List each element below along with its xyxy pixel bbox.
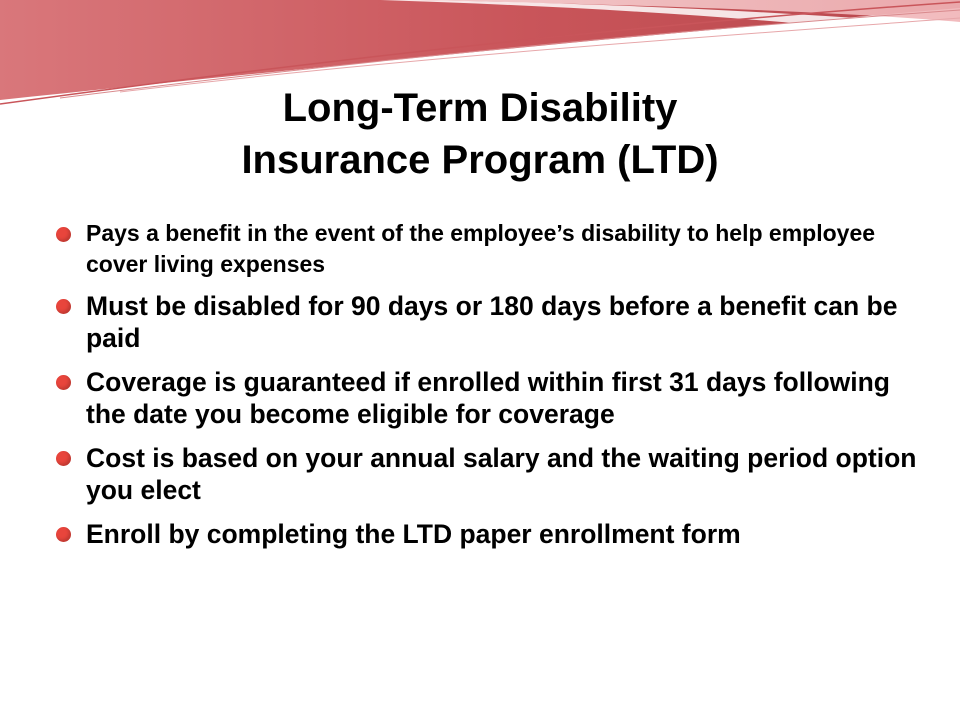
bullet-list bbox=[48, 218, 928, 562]
red-circle-bullet-icon bbox=[56, 527, 71, 542]
red-circle-bullet-icon bbox=[56, 227, 71, 242]
bullet-item bbox=[48, 290, 928, 354]
bullet-text: Enroll by completing the LTD paper enrollment form bbox=[86, 519, 741, 549]
bullet-text: Coverage is guaranteed if enrolled within first 31 days following the date you become eligible for coverage bbox=[86, 367, 890, 429]
title-line-2: Insurance Program (LTD) bbox=[241, 138, 719, 182]
red-circle-bullet-icon bbox=[56, 451, 71, 466]
bullet-text: Must be disabled for 90 days or 180 days before a benefit can be paid bbox=[86, 291, 898, 353]
bullet-text: Cost is based on your annual salary and the waiting period option you elect bbox=[86, 443, 917, 505]
bullet-item bbox=[48, 442, 928, 506]
bullet-text: Pays a benefit in the event of the employee’s disability to help employee cover living expenses bbox=[86, 220, 876, 277]
bullet-item bbox=[48, 366, 928, 430]
bullet-item bbox=[48, 518, 928, 550]
slide-title bbox=[0, 82, 960, 186]
title-line-1: Long-Term Disability bbox=[282, 86, 678, 130]
bullet-item bbox=[48, 218, 928, 280]
red-circle-bullet-icon bbox=[56, 299, 71, 314]
red-circle-bullet-icon bbox=[56, 375, 71, 390]
